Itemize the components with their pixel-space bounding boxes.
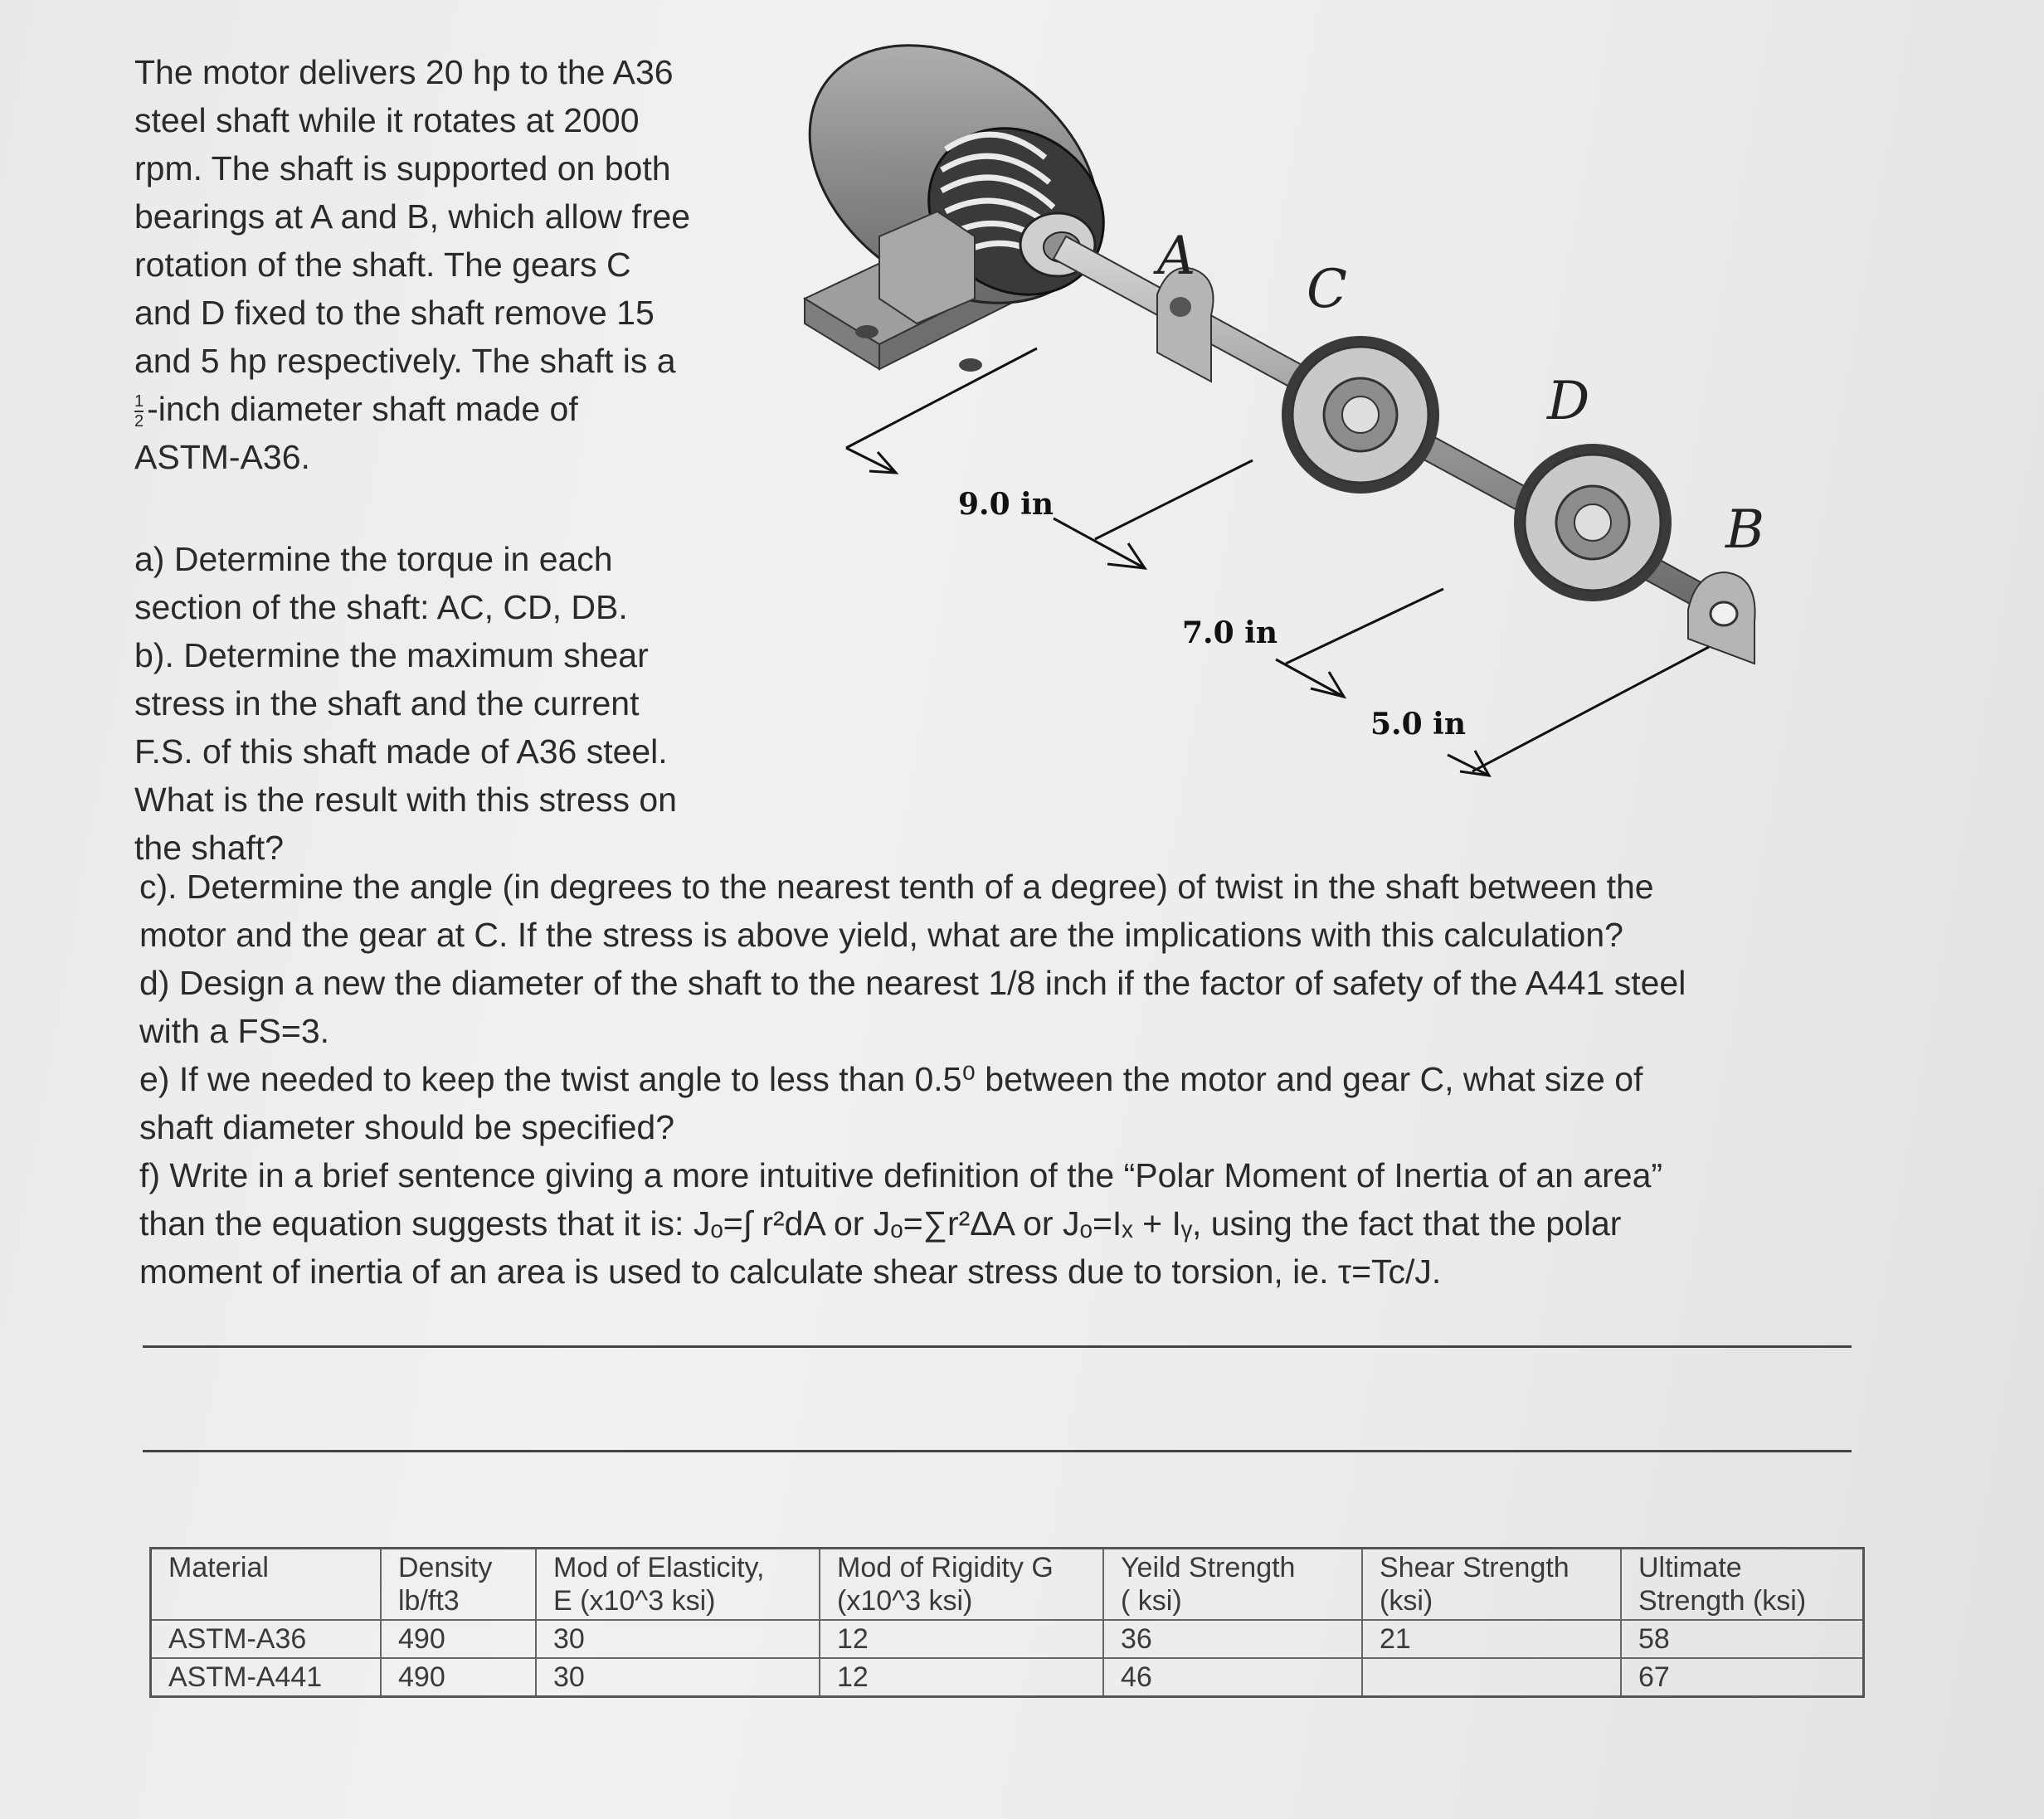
question-a-line: section of the shaft: AC, CD, DB. [134, 588, 628, 626]
header-cell-text: Mod of Rigidity G [837, 1552, 1054, 1583]
fraction-denominator: 2 [134, 412, 144, 431]
table-header-row [151, 1549, 1864, 1621]
table-row [151, 1658, 1864, 1697]
intro-line: rotation of the shaft. The gears C [134, 246, 631, 284]
label-b: B [1725, 499, 1765, 561]
header-cell-text: Shear Strength [1380, 1552, 1570, 1583]
problem-statement [134, 48, 740, 481]
header-rigidity [820, 1549, 1103, 1621]
header-density [381, 1549, 536, 1621]
question-f-line: f) Write in a brief sentence giving a more intuitive definition of the “Polar Moment of Inertia of an area” [139, 1156, 1663, 1194]
table-cell: 490 [381, 1658, 536, 1697]
dimension-7in: 7.0 in [1182, 615, 1278, 650]
table-cell: ASTM-A441 [151, 1658, 382, 1697]
table-cell: 30 [536, 1658, 820, 1697]
dimension-5in: 5.0 in [1370, 707, 1467, 742]
question-c-line: c). Determine the angle (in degrees to the nearest tenth of a degree) of twist in the shaft between the [139, 868, 1654, 906]
half-fraction [134, 392, 144, 430]
label-c: C [1307, 259, 1347, 320]
label-a: A [1157, 226, 1196, 287]
material-properties-table [149, 1547, 1865, 1698]
fraction-numerator: 1 [134, 392, 144, 411]
header-cell-text: lb/ft3 [398, 1585, 460, 1617]
gear-c [1282, 336, 1439, 494]
header-cell-text: E (x10^3 ksi) [553, 1585, 716, 1617]
table-cell: ASTM-A36 [151, 1620, 382, 1658]
header-cell-text: Mod of Elasticity, [553, 1552, 765, 1583]
table-cell: 12 [820, 1620, 1103, 1658]
header-cell-text: ( ksi) [1121, 1585, 1182, 1617]
header-cell-text: Material [168, 1552, 269, 1583]
intro-line: The motor delivers 20 hp to the A36 [134, 53, 674, 91]
question-b-line: b). Determine the maximum shear [134, 636, 649, 674]
bolt-icon [959, 358, 982, 372]
table-cell: 36 [1103, 1620, 1362, 1658]
table-cell: 46 [1103, 1658, 1362, 1697]
question-b-line: stress in the shaft and the current [134, 684, 640, 722]
intro-line: ASTM-A36. [134, 438, 310, 476]
questions-c-f [139, 863, 1898, 1296]
label-d: D [1547, 371, 1590, 432]
question-f-line: moment of inertia of an area is used to calculate shear stress due to torsion, ie. τ=Tc/J. [139, 1252, 1442, 1291]
answer-line[interactable] [143, 1450, 1852, 1452]
question-b-line: the shaft? [134, 829, 285, 867]
gear-d [1514, 444, 1672, 601]
question-d-line: d) Design a new the diameter of the shaft to the nearest 1/8 inch if the factor of safety of the A441 steel [139, 964, 1686, 1002]
header-cell-text: Density [398, 1552, 493, 1583]
question-e-line: e) If we needed to keep the twist angle to less than 0.5⁰ between the motor and gear C, what size of [139, 1060, 1643, 1098]
questions-a-b [134, 535, 748, 872]
answer-line[interactable] [143, 1345, 1852, 1348]
header-material [151, 1549, 382, 1621]
intro-line: and D fixed to the shaft remove 15 [134, 294, 655, 332]
table-cell: 12 [820, 1658, 1103, 1697]
question-b-line: What is the result with this stress on [134, 781, 677, 819]
question-a-line: a) Determine the torque in each [134, 540, 613, 578]
header-cell-text: Yeild Strength [1121, 1552, 1296, 1583]
header-cell-text: Strength (ksi) [1638, 1585, 1807, 1617]
question-b-line: F.S. of this shaft made of A36 steel. [134, 732, 668, 771]
header-ultimate [1621, 1549, 1864, 1621]
question-e-line: shaft diameter should be specified? [139, 1108, 675, 1146]
question-c-line: motor and the gear at C. If the stress is above yield, what are the implications with this calculation? [139, 916, 1623, 954]
intro-line-diameter [134, 385, 740, 433]
intro-line: bearings at A and B, which allow free [134, 197, 691, 236]
intro-line: rpm. The shaft is supported on both [134, 149, 671, 187]
table-cell: 490 [381, 1620, 536, 1658]
header-elasticity [536, 1549, 820, 1621]
question-f-line: than the equation suggests that it is: Jₒ=∫ r²dA or Jₒ=∑r²ΔA or Jₒ=Iₓ + Iᵧ, using the fact that the polar [139, 1204, 1622, 1243]
table-cell [1362, 1658, 1621, 1697]
header-cell-text: Ultimate [1638, 1552, 1742, 1583]
header-yield [1103, 1549, 1362, 1621]
intro-line: and 5 hp respectively. The shaft is a [134, 342, 676, 380]
intro-line-text: -inch diameter shaft made of [147, 390, 578, 428]
intro-line: steel shaft while it rotates at 2000 [134, 101, 640, 139]
question-d-line: with a FS=3. [139, 1012, 330, 1050]
table-cell: 30 [536, 1620, 820, 1658]
table-row [151, 1620, 1864, 1658]
motor [780, 25, 1147, 372]
table-cell: 67 [1621, 1658, 1864, 1697]
bearing-b [1688, 572, 1755, 664]
header-cell-text: (x10^3 ksi) [837, 1585, 973, 1617]
table-cell: 21 [1362, 1620, 1621, 1658]
header-shear-strength [1362, 1549, 1621, 1621]
dimension-9in: 9.0 in [958, 487, 1054, 522]
motor-shaft-diagram [780, 25, 1842, 805]
header-cell-text: (ksi) [1380, 1585, 1433, 1617]
bolt-icon [855, 325, 878, 338]
table-cell: 58 [1621, 1620, 1864, 1658]
